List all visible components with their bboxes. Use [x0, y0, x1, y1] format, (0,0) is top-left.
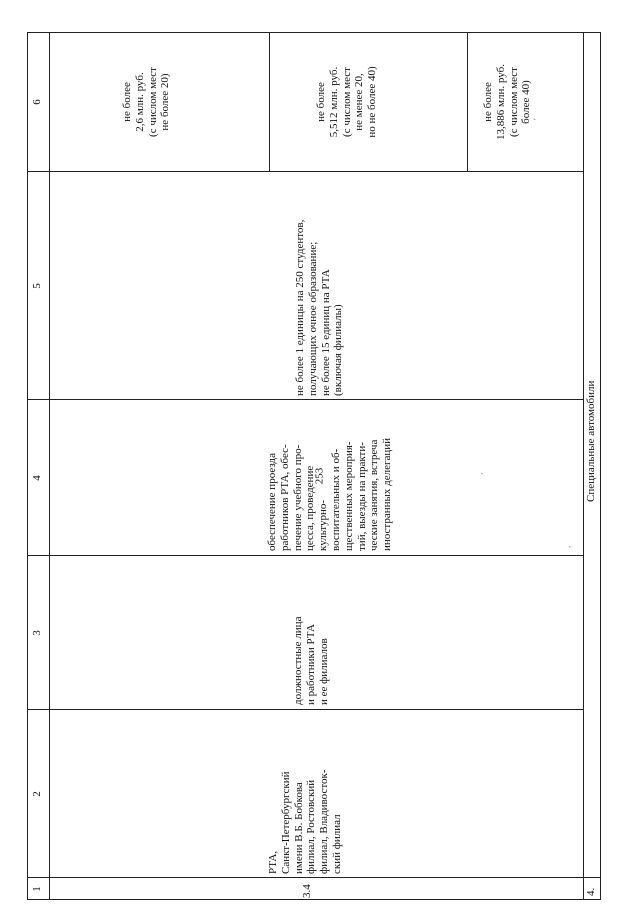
price-divider-2	[467, 32, 468, 172]
column-header-2: 2	[31, 791, 43, 797]
row-4-divider	[583, 32, 584, 900]
col-divider-4	[27, 399, 583, 400]
col-divider-1	[27, 877, 583, 878]
row-number: 3.4	[301, 884, 313, 898]
organization-cell: РТА, Санкт-Петербургский имени В.Б. Бобкова филиал, Ростовский филиал, Владивосток- ский филиал	[267, 769, 343, 874]
table-border-bottom	[600, 32, 601, 900]
rotated-table	[27, 32, 601, 900]
col-divider-2	[27, 709, 583, 710]
scan-speck: ·	[477, 472, 487, 475]
column-header-4: 4	[31, 475, 43, 481]
price-cell-2: не более 5,512 млн. руб. (с числом мест не менее 20, но не более 40)	[315, 66, 379, 138]
column-header-6: 6	[31, 99, 43, 105]
column-header-1: 1	[31, 886, 43, 892]
col-divider-5	[27, 171, 583, 172]
table-border-top	[27, 32, 28, 900]
price-divider-1	[269, 32, 270, 172]
scan-speck: '	[532, 118, 542, 120]
column-header-3: 3	[31, 630, 43, 636]
row-4-number-divider	[583, 877, 601, 878]
row-4-title: Специальные автомобили	[585, 380, 597, 502]
table-border-right	[27, 32, 601, 33]
page-number: 253	[313, 467, 326, 485]
row-4-number: 4.	[585, 887, 597, 896]
header-row-divider	[49, 32, 50, 900]
column-header-5: 5	[31, 283, 43, 289]
persons-cell: должностные лица и работники РТА и ее филиалов	[292, 616, 330, 705]
col-divider-3	[27, 555, 583, 556]
price-cell-1: не более 2,6 млн. руб. (с числом мест не более 20)	[121, 67, 172, 137]
scan-speck: ,	[562, 545, 572, 548]
table-border-left	[27, 899, 601, 900]
norm-cell: не более 1 единицы на 250 студентов, получающих очное образование; не более 15 единиц на РТА (включая филиалы)	[294, 219, 345, 396]
purpose-cell: обеспечение проезда работников РТА, обес- печение учебного про- цесса, проведение культурно- воспитательных и об- щественных мероприя- тий, выезды на практи- ческие занятия, встреча иностранных делегаций	[266, 437, 394, 551]
price-cell-3: не более 13,886 млн. руб. (с числом мест более 40)	[482, 64, 533, 140]
